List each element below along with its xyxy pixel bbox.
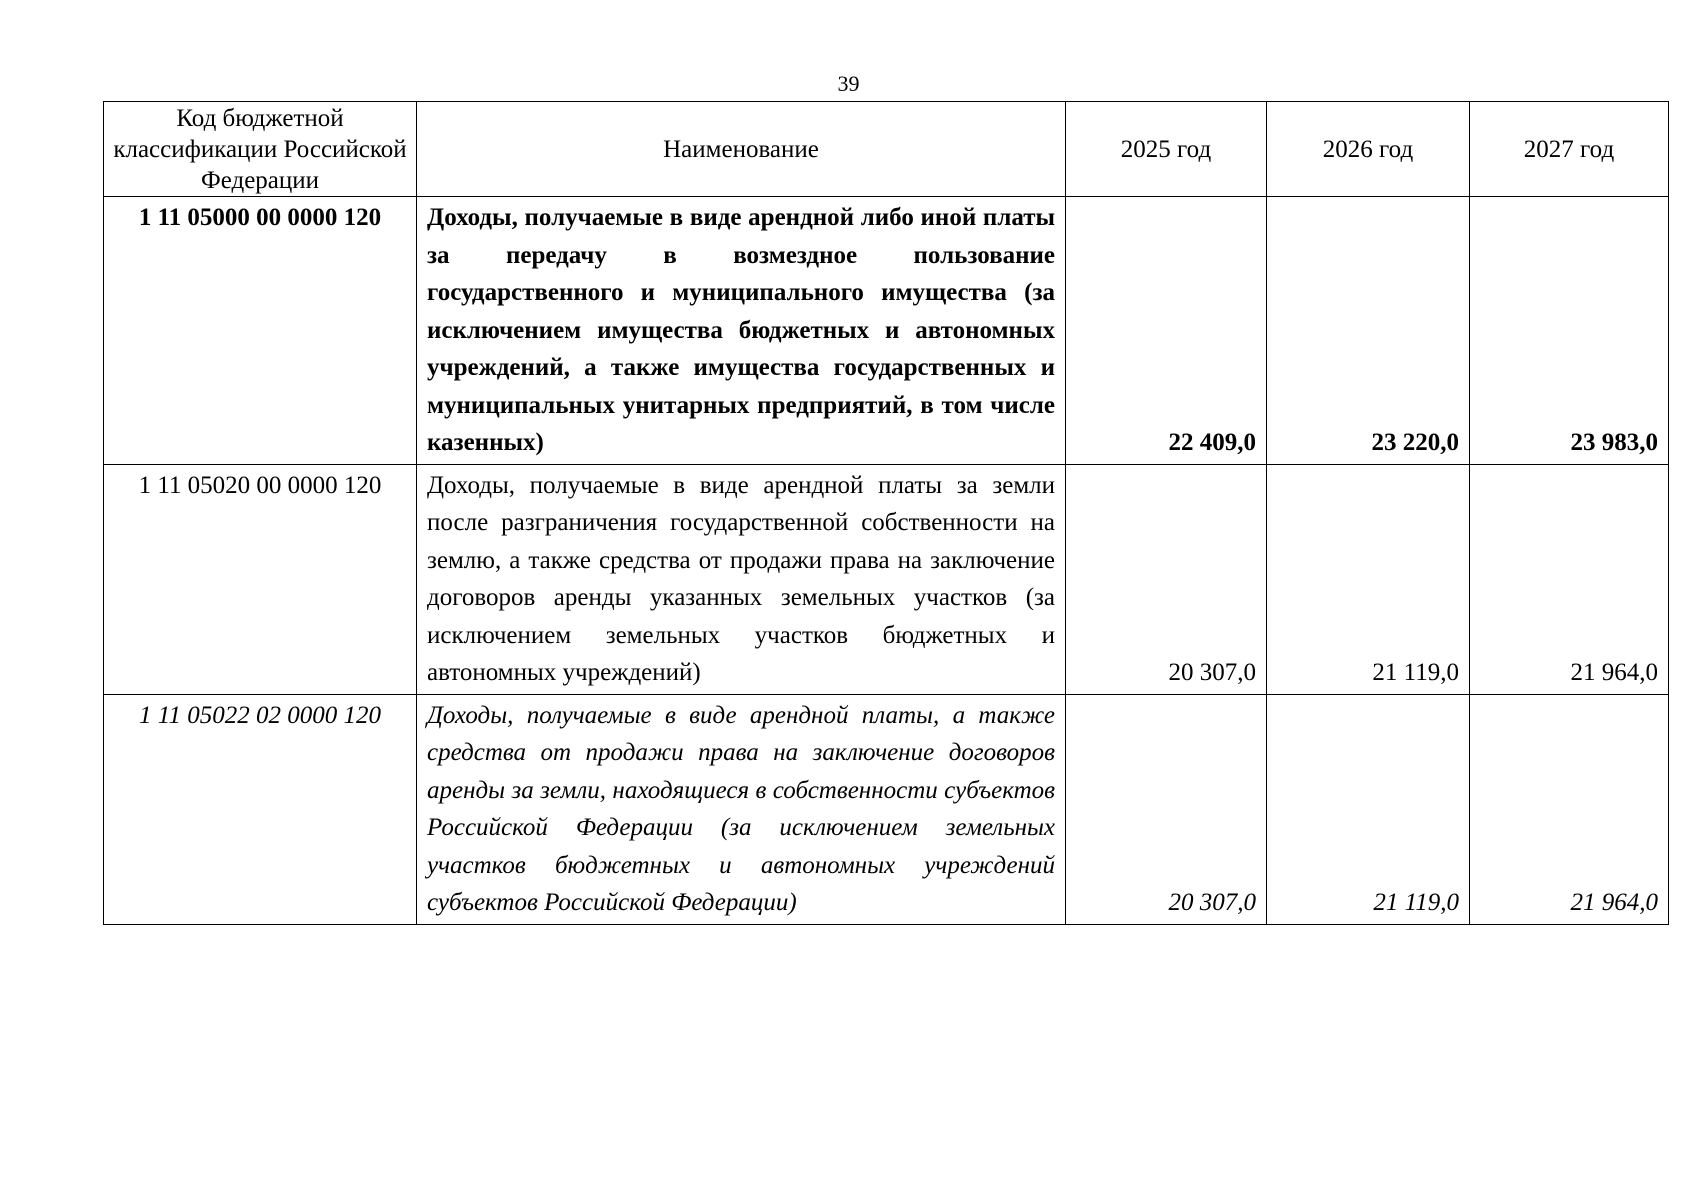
header-name: Наименование xyxy=(417,102,1066,197)
row-value-2026: 23 220,0 xyxy=(1267,197,1470,465)
budget-revenue-table xyxy=(103,101,1669,925)
header-code: Код бюджетной классификации Российской Федерации xyxy=(104,102,417,197)
row-code: 1 11 05000 00 0000 120 xyxy=(104,197,417,465)
row-value-2025: 20 307,0 xyxy=(1066,694,1267,924)
row-value-2026: 21 119,0 xyxy=(1267,694,1470,924)
page-number: 39 xyxy=(837,71,860,96)
row-code: 1 11 05020 00 0000 120 xyxy=(104,464,417,694)
row-value-2025: 20 307,0 xyxy=(1066,464,1267,694)
header-2027: 2027 год xyxy=(1470,102,1669,197)
table-row xyxy=(104,694,1669,924)
row-value-2027: 23 983,0 xyxy=(1470,197,1669,465)
header-2025: 2025 год xyxy=(1066,102,1267,197)
row-value-2027: 21 964,0 xyxy=(1470,464,1669,694)
row-value-2026: 21 119,0 xyxy=(1267,464,1470,694)
header-2026: 2026 год xyxy=(1267,102,1470,197)
row-name: Доходы, получаемые в виде арендной либо иной платы за передачу в возмездное пользование государственного и муниципального имущества (за исключением имущества бюджетных и автономных учреждений, а также имущества государственных и муниципальных унитарных предприятий, в том числе казенных) xyxy=(417,197,1066,465)
row-name: Доходы, получаемые в виде арендной платы за земли после разграничения государственной собственности на землю, а также средства от продажи права на заключение договоров аренды указанных земельных участков (за исключением земельных участков бюджетных и автономных учреждений) xyxy=(417,464,1066,694)
row-name: Доходы, получаемые в виде арендной платы, а также средства от продажи права на заключение договоров аренды за земли, находящиеся в собственности субъектов Российской Федерации (за исключением земельных участков бюджетных и автономных учреждений субъектов Российской Федерации) xyxy=(417,694,1066,924)
table-row xyxy=(104,464,1669,694)
row-value-2025: 22 409,0 xyxy=(1066,197,1267,465)
row-code: 1 11 05022 02 0000 120 xyxy=(104,694,417,924)
table-row xyxy=(104,197,1669,465)
row-value-2027: 21 964,0 xyxy=(1470,694,1669,924)
table-header-row xyxy=(104,102,1669,197)
